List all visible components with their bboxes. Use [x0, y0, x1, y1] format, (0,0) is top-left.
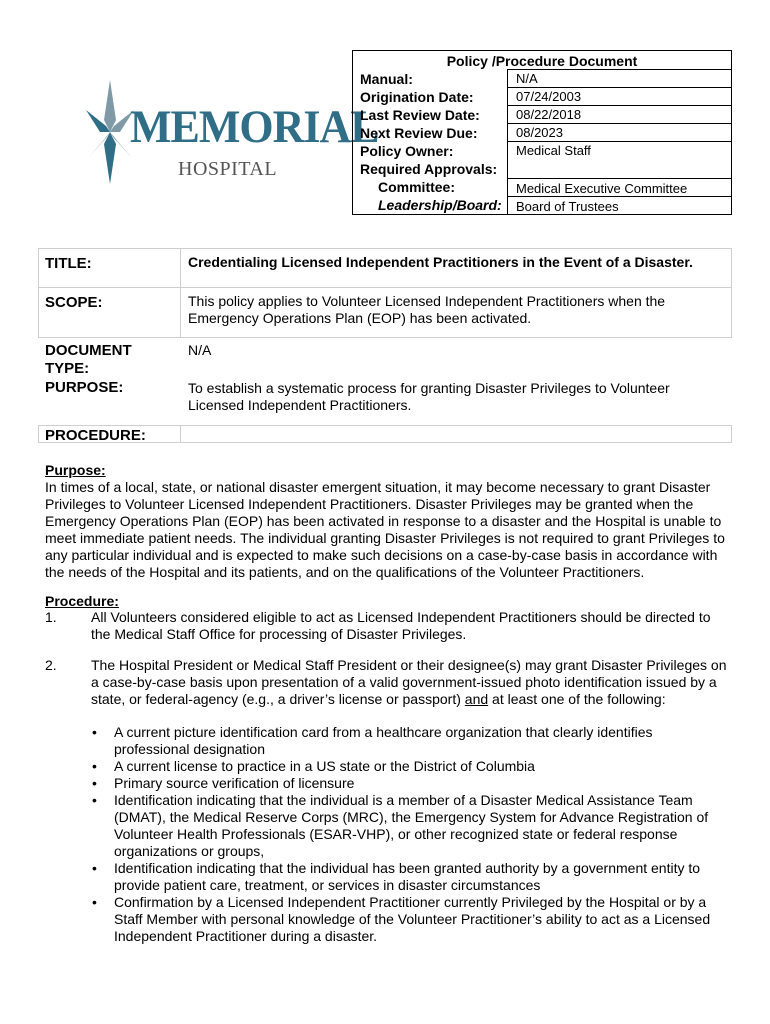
step-1-text: All Volunteers considered eligible to act as Licensed Independent Practitioners should be directed to the Medical Staff Office for processing of Disaster Privileges. — [91, 609, 711, 642]
star-logo-icon — [86, 80, 134, 184]
identification-list — [90, 724, 730, 945]
document-type-value: N/A — [188, 342, 212, 358]
purpose-section — [45, 462, 735, 581]
list-item: • Primary source verification of licensure — [90, 775, 730, 792]
header-row-required-approvals: Required Approvals: — [360, 161, 498, 177]
step-2-and: and — [464, 691, 489, 707]
title-value: Credentialing Licensed Independent Practitioners in the Event of a Disaster. — [188, 254, 693, 270]
step-2-number: 2. — [45, 657, 57, 673]
scope-value: This policy applies to Volunteer Licensed Independent Practitioners when the Emergency Operations Plan (EOP) has been activated. — [188, 293, 666, 326]
document-type-label-line2: TYPE: — [45, 360, 90, 377]
step-1-number: 1. — [45, 609, 57, 625]
header-row-committee: Committee: Medical Executive Committee — [378, 179, 688, 196]
list-item: • Identification indicating that the individual has been granted authority by a government entity to provide patient care, treatment, or services in disaster circumstances — [90, 860, 730, 894]
purpose-label: PURPOSE: — [45, 379, 124, 396]
header-row-policy-owner: Policy Owner: Medical Staff — [360, 143, 591, 159]
title-label: TITLE: — [45, 255, 92, 272]
header-row-next-review-due: Next Review Due: 08/2023 — [360, 125, 563, 141]
list-item: • A current license to practice in a US state or the District of Columbia — [90, 758, 730, 775]
header-row-leadership-board: Leadership/Board: Board of Trustees — [378, 197, 619, 214]
scope-label: SCOPE: — [45, 294, 103, 311]
header-row-origination-date: Origination Date: 07/24/2003 — [360, 89, 582, 105]
header-title: Policy /Procedure Document — [446, 53, 638, 69]
hospital-logo — [86, 80, 379, 190]
procedure-heading-wrap — [45, 593, 735, 610]
header-row-last-review-date: Last Review Date: 08/22/2018 — [360, 107, 582, 123]
purpose-paragraph: In times of a local, state, or national disaster emergent situation, it may become necessary to grant Disaster Privileges to Volunteer Licensed Independent Practitioners. Disaster Privileges may be granted when the Emergency Operations Plan (EOP) has been activated in response to a disaster and the Hospital is unable to meet immediate patient needs. The individual granting Disaster Privileges is not required to grant Privileges to any particular individual and is expected to make such decisions on a case-by-case basis in accordance with the needs of the Hospital and its patients, and on the qualifications of the Volunteer Practitioners. — [45, 479, 725, 580]
purpose-value: To establish a systematic process for granting Disaster Privileges to Volunteer Licensed Independent Practitioners. — [188, 380, 670, 413]
purpose-heading: Purpose: — [45, 462, 106, 478]
procedure-label: PROCEDURE: — [45, 427, 146, 444]
logo-subtitle: HOSPITAL — [178, 158, 278, 180]
header-row-manual: Manual: N/A — [360, 71, 538, 87]
list-item: • Identification indicating that the individual is a member of a Disaster Medical Assistance Team (DMAT), the Medical Reserve Corps (MRC), the Emergency System for Advance Registration of Volunteer Health Professionals (ESAR-VHP), or other recognized state or federal response organizations or groups, — [90, 792, 730, 860]
policy-header-box — [352, 50, 732, 215]
step-2-text: The Hospital President or Medical Staff President or their designee(s) may grant Disaster Privileges on a case-by-case basis upon presentation of a valid government-issued photo identification issued by a state, or federal-agency (e.g., a driver’s license or passport) and at least one of the following: — [91, 657, 727, 707]
list-item: • Confirmation by a Licensed Independent Practitioner currently Privileged by the Hospital or by a Staff Member with personal knowledge of the Volunteer Practitioner’s ability to act as a Licensed Independent Practitioner during a disaster. — [90, 894, 730, 945]
list-item: • A current picture identification card from a healthcare organization that clearly identifies professional designation — [90, 724, 730, 758]
logo-name: MEMORIAL — [130, 100, 379, 153]
procedure-heading: Procedure: — [45, 593, 119, 609]
document-type-label-line1: DOCUMENT — [45, 342, 132, 359]
